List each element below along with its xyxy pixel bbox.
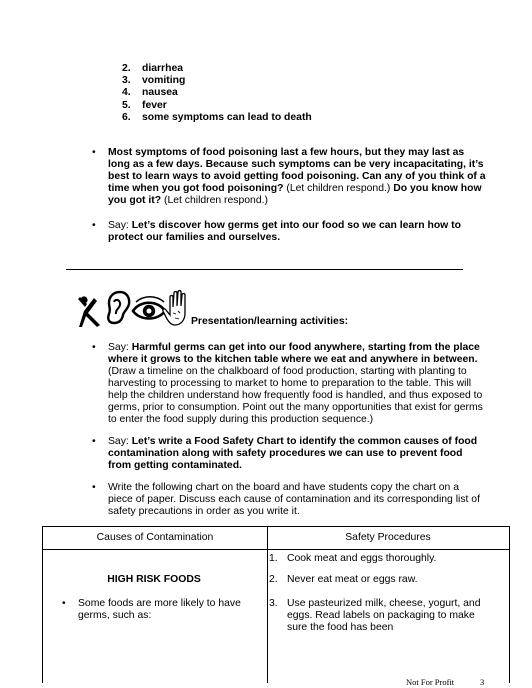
bullet-marker: •	[92, 482, 96, 493]
bullet-marker: •	[92, 147, 96, 158]
eye-icon	[133, 297, 165, 319]
ear-icon	[108, 292, 129, 323]
safety-item: 3. Use pasteurized milk, cheese, yogurt, and eggs. Read labels on packaging to make sure the food has been	[269, 598, 481, 633]
paragraph-say-chart: Say: Let’s write a Food Safety Chart to identify the common causes of food contamination along with safety procedures we can use to prevent food from getting contaminated.	[108, 436, 478, 471]
stretching-figure-icon	[78, 296, 100, 327]
paragraph-say-germs: Say: Harmful germs can get into our food anywhere, starting from the place where it grows to the kitchen table where we eat and anywhere in between. (Draw a timeline on the chalkboard of food production, starting with planting to harvesting to processing to market to home to preparation to the table. This will help the children understand how frequently food is handled, and thus exposed to germs, prior to consumption. Point out the many opportunities that exist for germs to enter the food supply during this production sequence.)	[108, 342, 483, 425]
page-number: 3	[480, 677, 485, 687]
footer-text: Not For Profit	[406, 677, 455, 687]
activity-icons	[76, 289, 186, 329]
paragraph-say-discover: Say: Let’s discover how germs get into our food so we can learn how to protect our families and ourselves.	[108, 220, 461, 243]
paragraph-symptoms: Most symptoms of food poisoning last a few hours, but they may last as long as a few days. Because such symptoms can be very incapacitating, it’s best to learn ways to avoid getting food poisoning. Can any of you think of a time when you got food poisoning? (Let children respond.) Do you know how you got it? (Let children respond.)	[108, 147, 486, 206]
bullet-marker: •	[92, 436, 96, 447]
safety-item: 1. Cook meat and eggs thoroughly.	[269, 553, 437, 564]
list-item: 6. some symptoms can lead to death	[122, 111, 312, 123]
bullet-marker: •	[92, 220, 96, 231]
hand-icon	[163, 291, 185, 326]
header-divider	[43, 549, 509, 550]
list-item: 4. nausea	[122, 87, 178, 99]
column-header-procedures: Safety Procedures	[345, 532, 431, 543]
section-divider	[66, 269, 463, 270]
column-header-causes: Causes of Contamination	[96, 532, 214, 543]
high-risk-bullet: Some foods are more likely to have germs, such as:	[78, 598, 241, 621]
section-heading: Presentation/learning activities:	[191, 316, 349, 327]
paragraph-instructions: Write the following chart on the board and have students copy the chart on a piece of paper. Discuss each cause of contamination and its corresponding list of safety precautions in order as you write it.	[108, 482, 480, 517]
list-item: 3. vomiting	[122, 75, 186, 87]
safety-item: 2. Never eat meat or eggs raw.	[269, 574, 418, 585]
list-item: 5. fever	[122, 99, 167, 111]
column-divider	[267, 527, 268, 683]
high-risk-title: HIGH RISK FOODS	[107, 574, 201, 585]
bullet-marker: •	[62, 598, 66, 609]
list-item: 2. diarrhea	[122, 63, 184, 74]
symptoms-list	[122, 63, 312, 124]
bullet-marker: •	[92, 342, 96, 353]
